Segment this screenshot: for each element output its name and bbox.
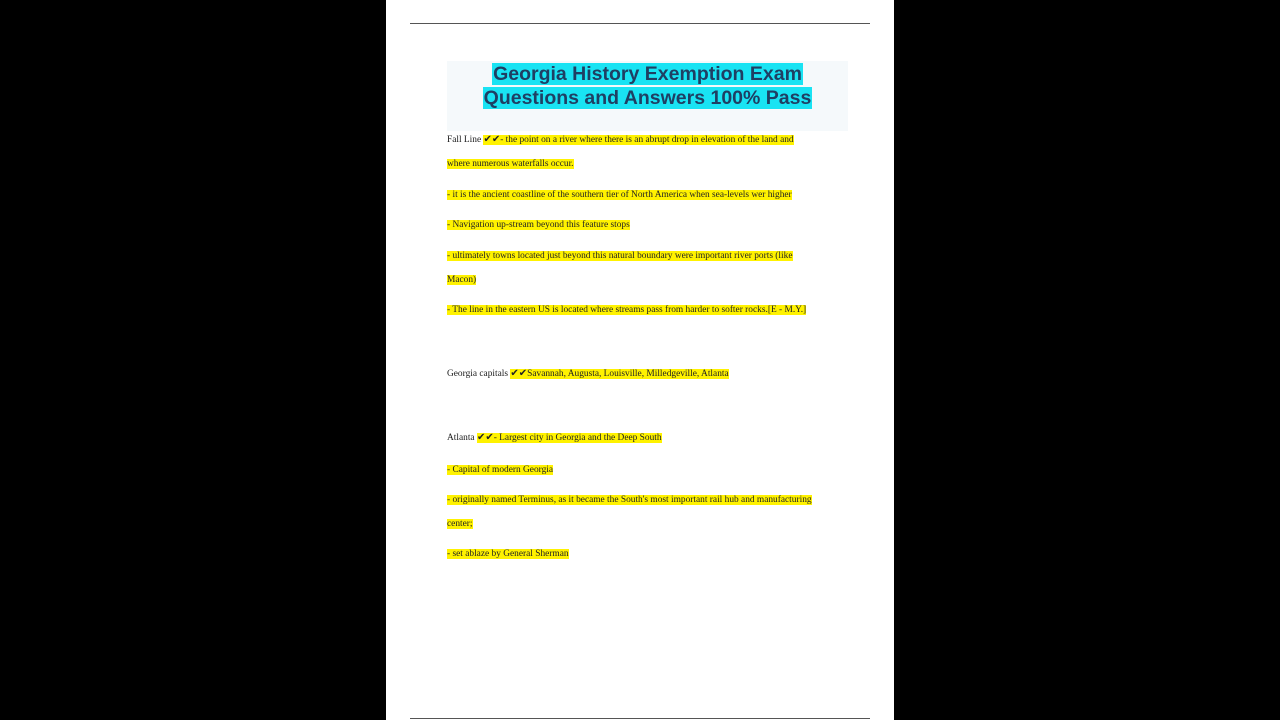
answer-line: where numerous waterfalls occur.	[447, 159, 574, 169]
answer-line-row	[447, 219, 630, 232]
answer-line: - the point on a river where there is an abrupt drop in elevation of the land and	[500, 135, 794, 145]
check-mark-icon: ✔✔	[476, 432, 494, 443]
term-georgia-capitals: Georgia capitals	[447, 369, 509, 379]
answer-line: - originally named Terminus, as it became the South's most important rail hub and manufacturing	[447, 495, 812, 505]
title-box	[447, 61, 848, 131]
answer-line-row	[447, 548, 569, 561]
answer-line: center;	[447, 519, 473, 529]
answer-line-row	[447, 494, 812, 507]
answer-line: Macon)	[447, 275, 477, 285]
entry-georgia-capitals	[447, 367, 729, 381]
answer-line-row	[447, 518, 473, 531]
answer-line: - it is the ancient coastline of the southern tier of North America when sea-levels wer higher	[447, 190, 792, 200]
term-atlanta: Atlanta	[447, 433, 475, 443]
entry-fall-line-first-line	[447, 133, 794, 147]
answer-line: - ultimately towns located just beyond this natural boundary were important river ports (like	[447, 251, 793, 261]
answer-line-row	[447, 274, 476, 287]
answer-line: - The line in the eastern US is located where streams pass from harder to softer rocks.[E - M.Y.]	[447, 305, 807, 315]
answer-line: - Capital of modern Georgia	[447, 465, 554, 475]
title-line-2	[447, 86, 848, 110]
check-mark-icon: ✔✔	[510, 368, 528, 379]
term-fall-line: Fall Line	[447, 135, 482, 145]
check-mark-icon: ✔✔	[483, 134, 501, 145]
document-page	[386, 0, 894, 720]
answer-line: - Navigation up-stream beyond this feature stops	[447, 220, 630, 230]
answer-line-row	[447, 189, 792, 202]
entry-atlanta-first-line	[447, 431, 662, 445]
title-line-1	[447, 62, 848, 86]
footer-rule	[410, 718, 870, 719]
answer-line: Savannah, Augusta, Louisville, Milledgeville, Atlanta	[527, 369, 729, 379]
title-text-1: Georgia History Exemption Exam	[493, 63, 802, 85]
answer-line: - Largest city in Georgia and the Deep South	[493, 433, 662, 443]
answer-line: - set ablaze by General Sherman	[447, 549, 569, 559]
answer-line-row	[447, 250, 793, 263]
header-rule	[410, 23, 870, 24]
answer-line-row	[447, 304, 806, 317]
answer-line-row	[447, 158, 574, 171]
answer-line-row	[447, 464, 553, 477]
title-text-2: Questions and Answers 100% Pass	[483, 87, 812, 109]
